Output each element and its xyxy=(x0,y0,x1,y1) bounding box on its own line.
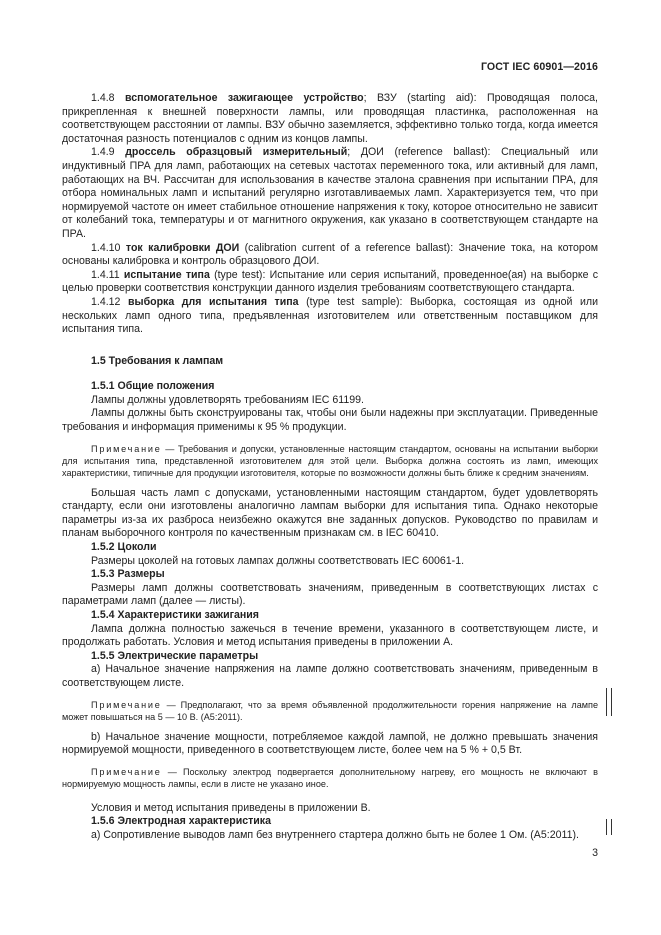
change-bar xyxy=(606,688,612,716)
term: ток калибровки ДОИ xyxy=(125,241,240,254)
term: выборка для испытания типа xyxy=(128,295,299,308)
term: испытание типа xyxy=(123,268,210,281)
section-heading-1-5-5: 1.5.5 Электрические параметры xyxy=(91,649,259,662)
page-number: 3 xyxy=(592,847,598,859)
section-heading-1-5-6: 1.5.6 Электродная характеристика xyxy=(91,815,271,828)
section-heading-1-5-1: 1.5.1 Общие положения xyxy=(91,380,215,393)
section-heading-1-5: 1.5 Требования к лампам xyxy=(91,354,224,367)
note-label: Примечание xyxy=(91,699,162,710)
paragraph: Условия и метод испытания приведены в приложении В. xyxy=(91,801,371,814)
paragraph: b) Начальное значение мощности, потребляемое каждой лампой, не должно превышать значения нормируемой мощности, приведенного в соответствующем листе, более чем на 5 % + 0,5 Вт. xyxy=(62,730,598,757)
section-heading-1-5-3: 1.5.3 Размеры xyxy=(91,568,165,581)
change-bar xyxy=(606,819,612,835)
document-id: ГОСТ IEC 60901—2016 xyxy=(480,61,598,73)
paragraph: Размеры цоколей на готовых лампах должны соответствовать IEC 60061-1. xyxy=(91,554,465,567)
note-label: Примечание xyxy=(91,443,162,454)
paragraph: а) Начальное значение напряжения на лампе должно соответствовать значениям, приведенным в соответствующем листе. xyxy=(62,663,598,689)
definition-1-4-9: 1.4.9 дроссель образцовый измерительный; ДОИ (reference ballast): Специальный или индуктивный ПРА для ламп, работающих на сетевых частотах переменного тока, или активный для ламп, работающих на ВЧ. Рассчитан для использования в качестве эталона сравнения при испытании ПРА, для отбора номинальных ламп и испытаний регулярно изготавливаемых ламп. Характеризуется тем, что при нормируемой частоте он имеет стабильное отношение напряжения к току, которое относительно не зависит от колебаний тока, температуры и от магнитного окружения, как указано в соответствующем стандарте на ПРА. xyxy=(62,146,598,240)
paragraph: Размеры ламп должны соответствовать значениям, приведенным в соответствующих листах с параметрами ламп (далее — листы). xyxy=(62,581,598,608)
page-body xyxy=(62,92,598,843)
term: вспомогательное зажигающее устройство xyxy=(125,92,364,104)
definition-1-4-11: 1.4.11 испытание типа (type test): Испытание или серия испытаний, проведенное(ая) на выборке с целью проверки соответствия конструкции данного изделия требованиям соответствующего стандарта. xyxy=(62,268,598,295)
paragraph: Лампа должна полностью зажечься в течение времени, указанного в соответствующем листе, и продолжать работать. Условия и метод испытания приведены в приложении А. xyxy=(62,622,598,649)
paragraph: Лампы должны быть сконструированы так, чтобы они были надежны при эксплуатации. Приведенные требования и информация применимы к 95 % продукции. xyxy=(62,407,598,434)
note-label: Примечание xyxy=(91,766,162,777)
term: дроссель образцовый измерительный xyxy=(125,146,348,159)
paragraph: а) Сопротивление выводов ламп без внутреннего стартера должно быть не более 1 Ом. (А5:2011). xyxy=(91,828,579,841)
definition-1-4-10: 1.4.10 ток калибровки ДОИ (calibration current of a reference ballast): Значение тока, на котором основаны калибровка и контроль образцового ДОИ. xyxy=(62,241,599,268)
note-3: Примечание — Поскольку электрод подвергается дополнительному нагреву, его мощность не включают в нормируемую мощность лампы, если в листе не указано иное. xyxy=(62,766,598,789)
paragraph: Лампы должны удовлетворять требованиям IEC 61199. xyxy=(91,393,364,406)
definition-1-4-12: 1.4.12 выборка для испытания типа (type test sample): Выборка, состоящая из одной или нескольких ламп одного типа, предъявленная изготовителем или ответственным поставщиком для испытания типа. xyxy=(62,295,598,336)
section-heading-1-5-2: 1.5.2 Цоколи xyxy=(91,541,157,554)
paragraph: Большая часть ламп с допусками, установленными настоящим стандартом, будет удовлетворять стандарту, если они изготовлены аналогично лампам выборки для испытания типа. Однако некоторые параметры из-за их разброса неизбежно окажутся вне заданных допусков. Руководство по правилам и планам выборочного контроля по качественным признакам см. в IEC 60410. xyxy=(62,486,598,540)
section-heading-1-5-4: 1.5.4 Характеристики зажигания xyxy=(91,609,259,621)
note-2: Примечание — Предполагают, что за время объявленной продолжительности горения напряжение на лампе может повышаться на 5 — 10 В. (А5:2011). xyxy=(62,699,598,722)
note-1: Примечание — Требования и допуски, установленные настоящим стандартом, основаны на испытании выборки для испытания типа, представленной изготовителем для этой цели. Выборка должна состоять из ламп, имеющих характеристики, типичные для продукции изготовителя, которые по возможности должны быть ближе к средним значениям. xyxy=(62,443,598,478)
definition-1-4-8: 1.4.8 вспомогательное зажигающее устройство; ВЗУ (starting aid): Проводящая полоса, прикрепленная к внешней поверхности лампы, или проводящая пластинка, расположенная на соответствующем расстоянии от лампы. ВЗУ обычно заземляется, эффективно только тогда, когда имеется достаточная разность потенциалов с одним из концов лампы. xyxy=(62,92,598,145)
